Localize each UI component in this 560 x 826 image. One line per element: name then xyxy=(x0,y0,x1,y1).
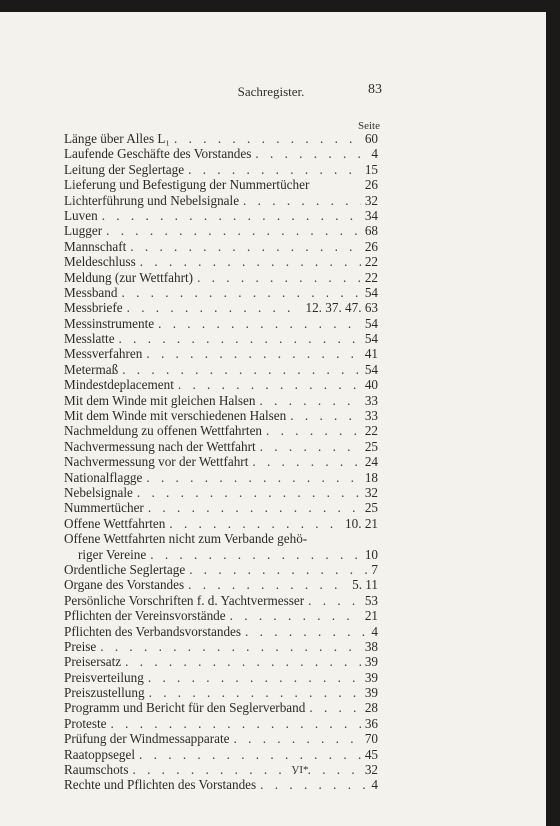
index-entry-term: Ordentliche Seglertage xyxy=(64,561,186,577)
index-entry-pages: 32 xyxy=(364,484,378,500)
index-entry-term: Mindestdeplacement xyxy=(64,377,174,393)
index-entry-term: Messinstrumente xyxy=(64,315,155,331)
index-entry-pages: 25 xyxy=(364,438,378,454)
index-entry xyxy=(64,423,378,438)
index-entry-term: Persönliche Vorschriften f. d. Yachtvermesser xyxy=(64,592,305,608)
index-entry-pages: 33 xyxy=(364,408,378,424)
index-entry xyxy=(64,500,378,515)
index-entry-term: Organe des Vorstandes xyxy=(64,577,185,593)
index-entry xyxy=(64,454,378,469)
dot-leader xyxy=(102,208,361,223)
index-entry-term: Pflichten des Verbandsvorstandes xyxy=(64,623,242,639)
index-entry-term: Messverfahren xyxy=(64,346,143,362)
index-entry xyxy=(64,562,378,577)
dot-leader xyxy=(309,700,360,715)
index-entry-term: Meldung (zur Wettfahrt) xyxy=(64,269,194,285)
index-entry xyxy=(64,300,378,315)
index-entry-pages: 26 xyxy=(364,238,378,254)
index-entry-pages: 24 xyxy=(364,454,378,470)
index-entry-pages: 25 xyxy=(364,500,378,516)
index-entry-pages: 4 xyxy=(371,146,378,162)
index-entry-pages: 53 xyxy=(364,592,378,608)
dot-leader xyxy=(188,577,348,592)
index-entry xyxy=(64,254,378,269)
index-entry-pages: 60 xyxy=(364,131,378,146)
index-entry-pages: 32 xyxy=(364,762,378,778)
index-entry-list xyxy=(64,131,378,793)
index-entry-pages: 40 xyxy=(364,377,378,393)
index-entry-term: Luven xyxy=(64,207,98,223)
index-entry xyxy=(64,608,378,623)
index-entry-term: Metermaß xyxy=(64,361,119,377)
index-entry-pages: 34 xyxy=(364,207,378,223)
dot-leader xyxy=(255,146,367,161)
dot-leader xyxy=(308,593,361,608)
dot-leader xyxy=(130,239,361,254)
index-entry-term: Lugger xyxy=(64,223,103,239)
index-entry xyxy=(64,547,378,562)
index-entry-term: Raumschots xyxy=(64,762,129,778)
index-entry-pages: 38 xyxy=(364,638,378,654)
dot-leader xyxy=(260,393,361,408)
index-entry xyxy=(64,439,378,454)
dot-leader xyxy=(149,685,361,700)
running-title: Sachregister. xyxy=(237,84,305,99)
index-entry-term: Preisverteilung xyxy=(64,669,144,685)
dot-leader xyxy=(122,362,361,377)
dot-leader xyxy=(100,639,361,654)
index-entry-term: Lieferung und Befestigung der Nummertücher xyxy=(64,177,310,193)
index-entry xyxy=(64,670,378,685)
dot-leader xyxy=(169,516,341,531)
dot-leader xyxy=(188,162,361,177)
dot-leader xyxy=(127,300,302,315)
index-entry-pages: 4 xyxy=(371,623,378,639)
index-entry-term: Lichterführung und Nebelsignale xyxy=(64,192,240,208)
dot-leader xyxy=(119,331,361,346)
index-entry-pages: 10. 21 xyxy=(345,515,378,531)
dot-leader xyxy=(139,747,361,762)
index-entry-term: Mit dem Winde mit gleichen Halsen xyxy=(64,392,256,408)
index-entry-pages: 28 xyxy=(364,700,378,716)
index-entry xyxy=(64,362,378,377)
index-entry xyxy=(64,239,378,254)
index-entry xyxy=(64,393,378,408)
index-entry xyxy=(64,624,378,639)
index-entry-pages: 22 xyxy=(364,423,378,439)
index-entry-term: Offene Wettfahrten xyxy=(64,515,166,531)
index-entry xyxy=(64,777,378,792)
dot-leader xyxy=(140,254,361,269)
dot-leader xyxy=(260,439,361,454)
dot-leader xyxy=(125,654,361,669)
book-page xyxy=(0,12,546,826)
index-entry xyxy=(64,485,378,500)
index-entry-term: riger Vereine xyxy=(78,546,147,562)
index-entry-term: Prüfung der Windmessapparate xyxy=(64,731,230,747)
index-entry-pages: 10 xyxy=(364,546,378,562)
index-entry xyxy=(64,747,378,762)
index-entry-pages: 39 xyxy=(364,685,378,701)
index-entry-term: Programm und Bericht für den Seglerverband xyxy=(64,700,306,716)
index-entry-term: Nachvermessung nach der Wettfahrt xyxy=(64,438,256,454)
index-entry xyxy=(64,346,378,361)
index-entry-pages: 26 xyxy=(364,177,378,193)
index-entry-term: Preiszustellung xyxy=(64,685,145,701)
dot-leader xyxy=(290,408,361,423)
index-entry-pages: 39 xyxy=(364,654,378,670)
index-entry xyxy=(64,470,378,485)
index-entry xyxy=(64,639,378,654)
index-entry-term: Nummertücher xyxy=(64,500,144,516)
index-entry-pages: 54 xyxy=(364,331,378,347)
index-entry xyxy=(64,208,378,223)
dot-leader xyxy=(266,423,361,438)
dot-leader xyxy=(111,716,361,731)
dot-leader xyxy=(178,377,361,392)
index-entry xyxy=(64,316,378,331)
index-entry-term: Leitung der Seglertage xyxy=(64,161,185,177)
index-entry-term: Messlatte xyxy=(64,331,115,347)
index-entry-pages: 41 xyxy=(364,346,378,362)
index-entry xyxy=(64,270,378,285)
dot-leader xyxy=(245,624,367,639)
index-entry-pages: 54 xyxy=(364,284,378,300)
index-entry xyxy=(64,162,378,177)
index-entry-term: Pflichten der Vereinsvorstände xyxy=(64,608,226,624)
index-entry xyxy=(64,146,378,161)
index-entry-term: Preisersatz xyxy=(64,654,122,670)
signature-mark: VI* xyxy=(291,764,309,776)
scan-right-edge xyxy=(546,0,560,826)
index-entry-term: Proteste xyxy=(64,715,107,731)
index-entry-pages: 54 xyxy=(364,361,378,377)
index-entry-term: Nationalflagge xyxy=(64,469,143,485)
dot-leader xyxy=(137,485,361,500)
index-entry xyxy=(64,762,378,777)
dot-leader xyxy=(146,470,360,485)
index-entry-term: Preise xyxy=(64,638,97,654)
index-entry-pages: 22 xyxy=(364,254,378,270)
index-entry-term: Mit dem Winde mit verschiedenen Halsen xyxy=(64,408,287,424)
index-entry xyxy=(64,685,378,700)
index-entry-pages: 5. 11 xyxy=(352,577,378,593)
index-entry-term: Messbriefe xyxy=(64,300,123,316)
index-entry xyxy=(64,593,378,608)
index-entry-term: Nachmeldung zu offenen Wettfahrten xyxy=(64,423,263,439)
index-entry xyxy=(64,131,378,146)
dot-leader xyxy=(243,193,361,208)
index-entry xyxy=(64,408,378,423)
page-number: 83 xyxy=(368,82,382,97)
index-entry xyxy=(64,177,378,192)
index-entry-pages: 70 xyxy=(364,731,378,747)
index-entry-pages: 15 xyxy=(364,161,378,177)
index-entry-pages: 68 xyxy=(364,223,378,239)
dot-leader xyxy=(146,346,360,361)
index-entry-pages: 36 xyxy=(364,715,378,731)
index-entry-pages: 39 xyxy=(364,669,378,685)
index-entry-term: Offene Wettfahrten nicht zum Verbande gehö- xyxy=(64,531,308,547)
index-entry-term: Mannschaft xyxy=(64,238,127,254)
dot-leader xyxy=(234,731,361,746)
dot-leader xyxy=(230,608,361,623)
index-entry-term: Laufende Geschäfte des Vorstandes xyxy=(64,146,252,162)
dot-leader xyxy=(158,316,361,331)
dot-leader xyxy=(148,670,361,685)
index-entry xyxy=(64,193,378,208)
index-entry-pages: 21 xyxy=(364,608,378,624)
index-entry xyxy=(64,700,378,715)
index-entry xyxy=(64,716,378,731)
dot-leader xyxy=(189,562,367,577)
dot-leader xyxy=(252,454,360,469)
index-entry-pages: 22 xyxy=(364,269,378,285)
index-entry-term: Rechte und Pflichten des Vorstandes xyxy=(64,777,257,793)
index-entry-pages: 18 xyxy=(364,469,378,485)
dot-leader xyxy=(148,500,361,515)
index-entry xyxy=(64,331,378,346)
index-entry xyxy=(64,377,378,392)
index-entry-pages: 33 xyxy=(364,392,378,408)
index-entry-pages: 54 xyxy=(364,315,378,331)
index-entry xyxy=(64,285,378,300)
index-entry-term: Nachvermessung vor der Wettfahrt xyxy=(64,454,249,470)
dot-leader xyxy=(106,223,361,238)
dot-leader xyxy=(197,270,361,285)
index-entry xyxy=(64,731,378,746)
column-label: Seite xyxy=(358,120,380,132)
index-entry xyxy=(64,531,378,546)
dot-leader xyxy=(260,777,367,792)
index-entry-pages: 7 xyxy=(371,561,378,577)
index-entry-pages: 12. 37. 47. 63 xyxy=(305,300,378,316)
index-entry xyxy=(64,654,378,669)
index-entry-term: Meldeschluss xyxy=(64,254,136,270)
index-entry xyxy=(64,223,378,238)
dot-leader xyxy=(174,131,361,146)
index-entry-term: Messband xyxy=(64,284,118,300)
dot-leader xyxy=(150,547,361,562)
index-entry-pages: 32 xyxy=(364,192,378,208)
index-entry-term: Raatoppsegel xyxy=(64,746,136,762)
index-entry-pages: 45 xyxy=(364,746,378,762)
dot-leader xyxy=(121,285,360,300)
index-entry xyxy=(64,516,378,531)
index-entry-term: Länge über Alles L₁ xyxy=(64,131,171,146)
index-entry-term: Nebelsignale xyxy=(64,484,133,500)
index-entry xyxy=(64,577,378,592)
index-entry-pages: 4 xyxy=(371,777,378,793)
